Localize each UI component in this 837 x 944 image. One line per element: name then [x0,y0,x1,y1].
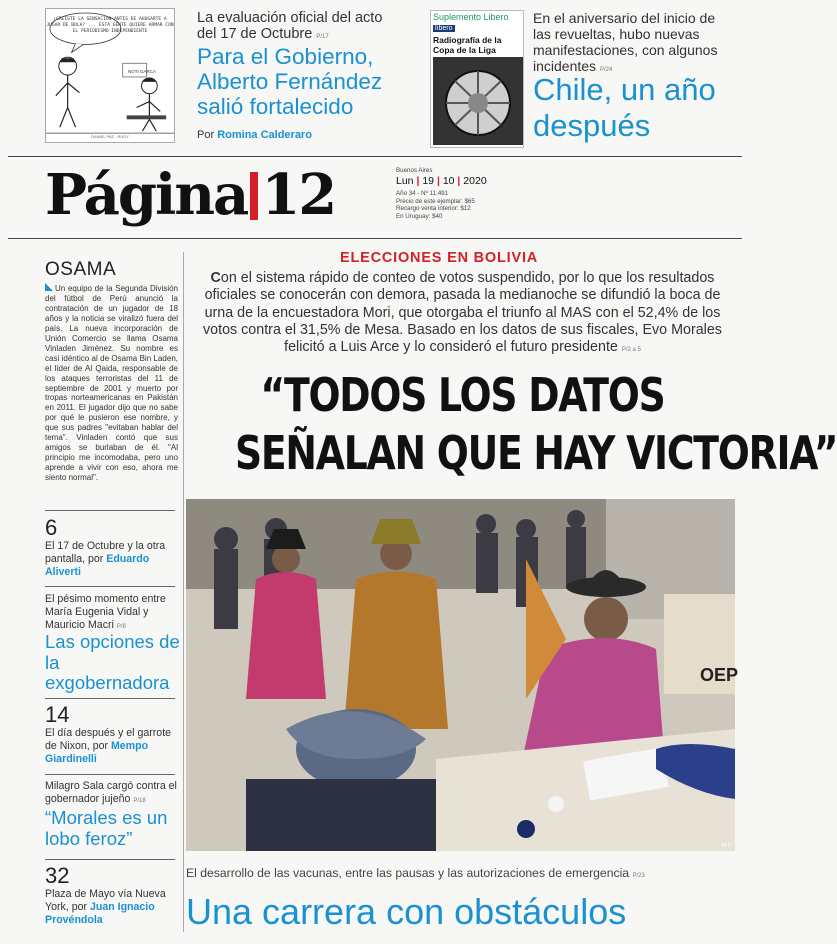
column-number-14: 14 [45,702,70,727]
date-year: 2020 [463,175,487,188]
column-teaser-aliverti[interactable] [45,540,180,579]
date-day: Lun [396,175,414,188]
photo-credit: AFP [721,843,731,849]
teaser2-headline[interactable]: Chile, un año después [533,72,716,143]
logo-red-bar [250,172,258,220]
column-teaser-giardinelli[interactable] [45,727,180,766]
masthead-logo[interactable] [45,160,335,230]
supplement-cover[interactable] [430,10,524,148]
masthead-price: Precio de este ejemplar: $65 [396,197,475,205]
column-divider [183,252,184,932]
column-number-32: 32 [45,863,70,888]
bottom-kicker [186,866,645,880]
column-teaser-text: El día después y el garrote de Nixon, por [45,727,172,752]
column-author: Eduardo Aliverti [45,553,150,578]
vidal-page-ref: P/8 [116,624,126,630]
voting-scene-illustration [186,499,739,851]
bottom-headline[interactable]: Una carrera con obstáculos [186,891,627,932]
left-divider-1 [45,510,175,511]
lead-text: on el sistema rápido de conteo de votos suspendido, por lo que los resultados oficiales se conocerán con demora, pasada la medianoche se difundió la boca de urna de la encuestadora Mori, que otorgaba el triunfo al MAS con el 52,4% de los votos contra el 31,5% de Mesa. Basado en los datos de sus fiscales, Evo Morales felicitó a Luis Arce y lo consideró el futuro presidente [203,270,722,356]
sala-headline[interactable]: “Morales es un lobo feroz” [45,807,168,849]
logo-text-right: 12 [261,162,336,228]
osama-title[interactable]: OSAMA [45,259,117,280]
teaser1-kicker-text: La evaluación oficial del acto del 17 de Octubre [197,10,383,42]
lead-paragraph [190,270,735,359]
lead-drop-cap: C [210,270,221,286]
cartoon-sign: NOTI GARCA [127,69,156,74]
masthead-uruguay-price: En Uruguay: $40 [396,212,443,220]
supplement-logo: líbero [435,25,453,32]
vidal-headline[interactable]: Las opciones de la exgobernadora [45,631,180,693]
date-month: 10 [442,175,455,188]
column-number-6: 6 [45,515,58,540]
teaser2-page-ref: P/24 [599,67,613,73]
masthead-info [396,167,536,220]
teaser2-kicker-text: En el aniversario del inicio de las revueltas, hubo nuevas manifestaciones, con algunos incidentes [533,10,718,74]
masthead-city: Buenos Aires [396,167,433,174]
cartoon-strip [45,8,175,143]
cartoon-speech: ¿CREÍSTE LA SENSACIÓN ANTES DE AHOGARTE A JUGAR DE BOLA? ... ESTÁ GENTE QUIERE ARMAR CON EL PERIODISMO INDEPENDIENTE [46,17,174,34]
top-divider [8,156,742,157]
sala-kicker-text: Milagro Sala cargó contra el gobernador jujeño [45,780,177,805]
masthead-divider [8,238,742,239]
vidal-kicker-text: El pésimo momento entre María Eugenia Vidal y Mauricio Macri [45,593,166,631]
main-headline[interactable] [234,366,837,482]
main-headline-line1: “TODOS LOS DATOS [260,368,665,422]
left-divider-4 [45,774,175,775]
teaser1-author[interactable]: Romina Calderaro [217,129,312,141]
logo-text-left: Página [45,162,248,228]
main-headline-line2: SEÑALAN QUE HAY VICTORIA” [234,426,837,480]
teaser2-kicker [533,10,733,78]
lead-page-ref: P/2 a 5 [621,347,641,354]
osama-body-text: Un equipo de la Segunda División del fútbol de Perú anunció la contratación de un jugador de 18 años y la noticia se viralizó fuera del país. La nueva incorporación de Unión Comercio se llama Osama Vinladen Jiménez. Su nombre es casi idéntico al de Osama Bin Laden, el líder de Al Qaida, responsable de los ataques terroristas del 11 de septiembre de 2001 y muerto por tropas norteamericanas en Pakistán en 2011. El jugador dijo que no sabe por qué le pusieron ese nombre, y que sus padres "evitaban hablar del tema". Vinladen contó que sus amigos se burlaban de él. "Al principio me incomodaba, pero uno aprende a vivir con eso, ahora me siento normal". [45,284,178,483]
supplement-label: Suplemento Libero [433,12,509,22]
bottom-kicker-text: El desarrollo de las vacunas, entre las pausas y las autorizaciones de emergencia [186,866,630,880]
section-label: ELECCIONES EN BOLIVIA [340,250,539,266]
vidal-kicker [45,593,180,634]
left-divider-3 [45,698,175,699]
masthead-edition: Año 34 - Nº 11.491 [396,190,449,198]
cartoon-signature: DANIEL PAZ - RUDY [91,134,129,139]
main-photo[interactable] [186,499,739,851]
left-divider-2 [45,586,175,587]
teaser1-byline-prefix: Por [197,129,215,141]
osama-body [45,283,178,483]
supplement-cover-image [433,57,523,145]
column-author: Juan Ignacio Provéndola [45,901,155,926]
masthead-date: Lun | 19 | 10 | 2020 [396,175,487,188]
date-daynum: 19 [422,175,435,188]
triangle-icon [45,283,53,291]
left-divider-5 [45,859,175,860]
teaser1-page-ref: P/17 [316,34,329,40]
sala-kicker [45,780,180,808]
sala-page-ref: P/18 [133,798,146,804]
column-teaser-provendola[interactable] [45,888,180,927]
column-teaser-text: El 17 de Octubre y la otra pantalla, por [45,540,166,565]
teaser1-headline[interactable]: Para el Gobierno, Alberto Fernández salió fortalecido [197,44,383,119]
supplement-title: Radiografía de la Copa de la Liga [433,35,502,55]
column-author: Mempo Giardinelli [45,740,149,765]
teaser1-byline [197,129,312,141]
column-teaser-text: Plaza de Mayo vía Nueva York, por [45,888,166,913]
masthead-surcharge: Recargo venta interior: $12 [396,205,471,213]
teaser1-kicker [197,10,402,45]
ballot-box-label: OEP [700,665,739,685]
bottom-page-ref: P/23 [632,873,645,879]
